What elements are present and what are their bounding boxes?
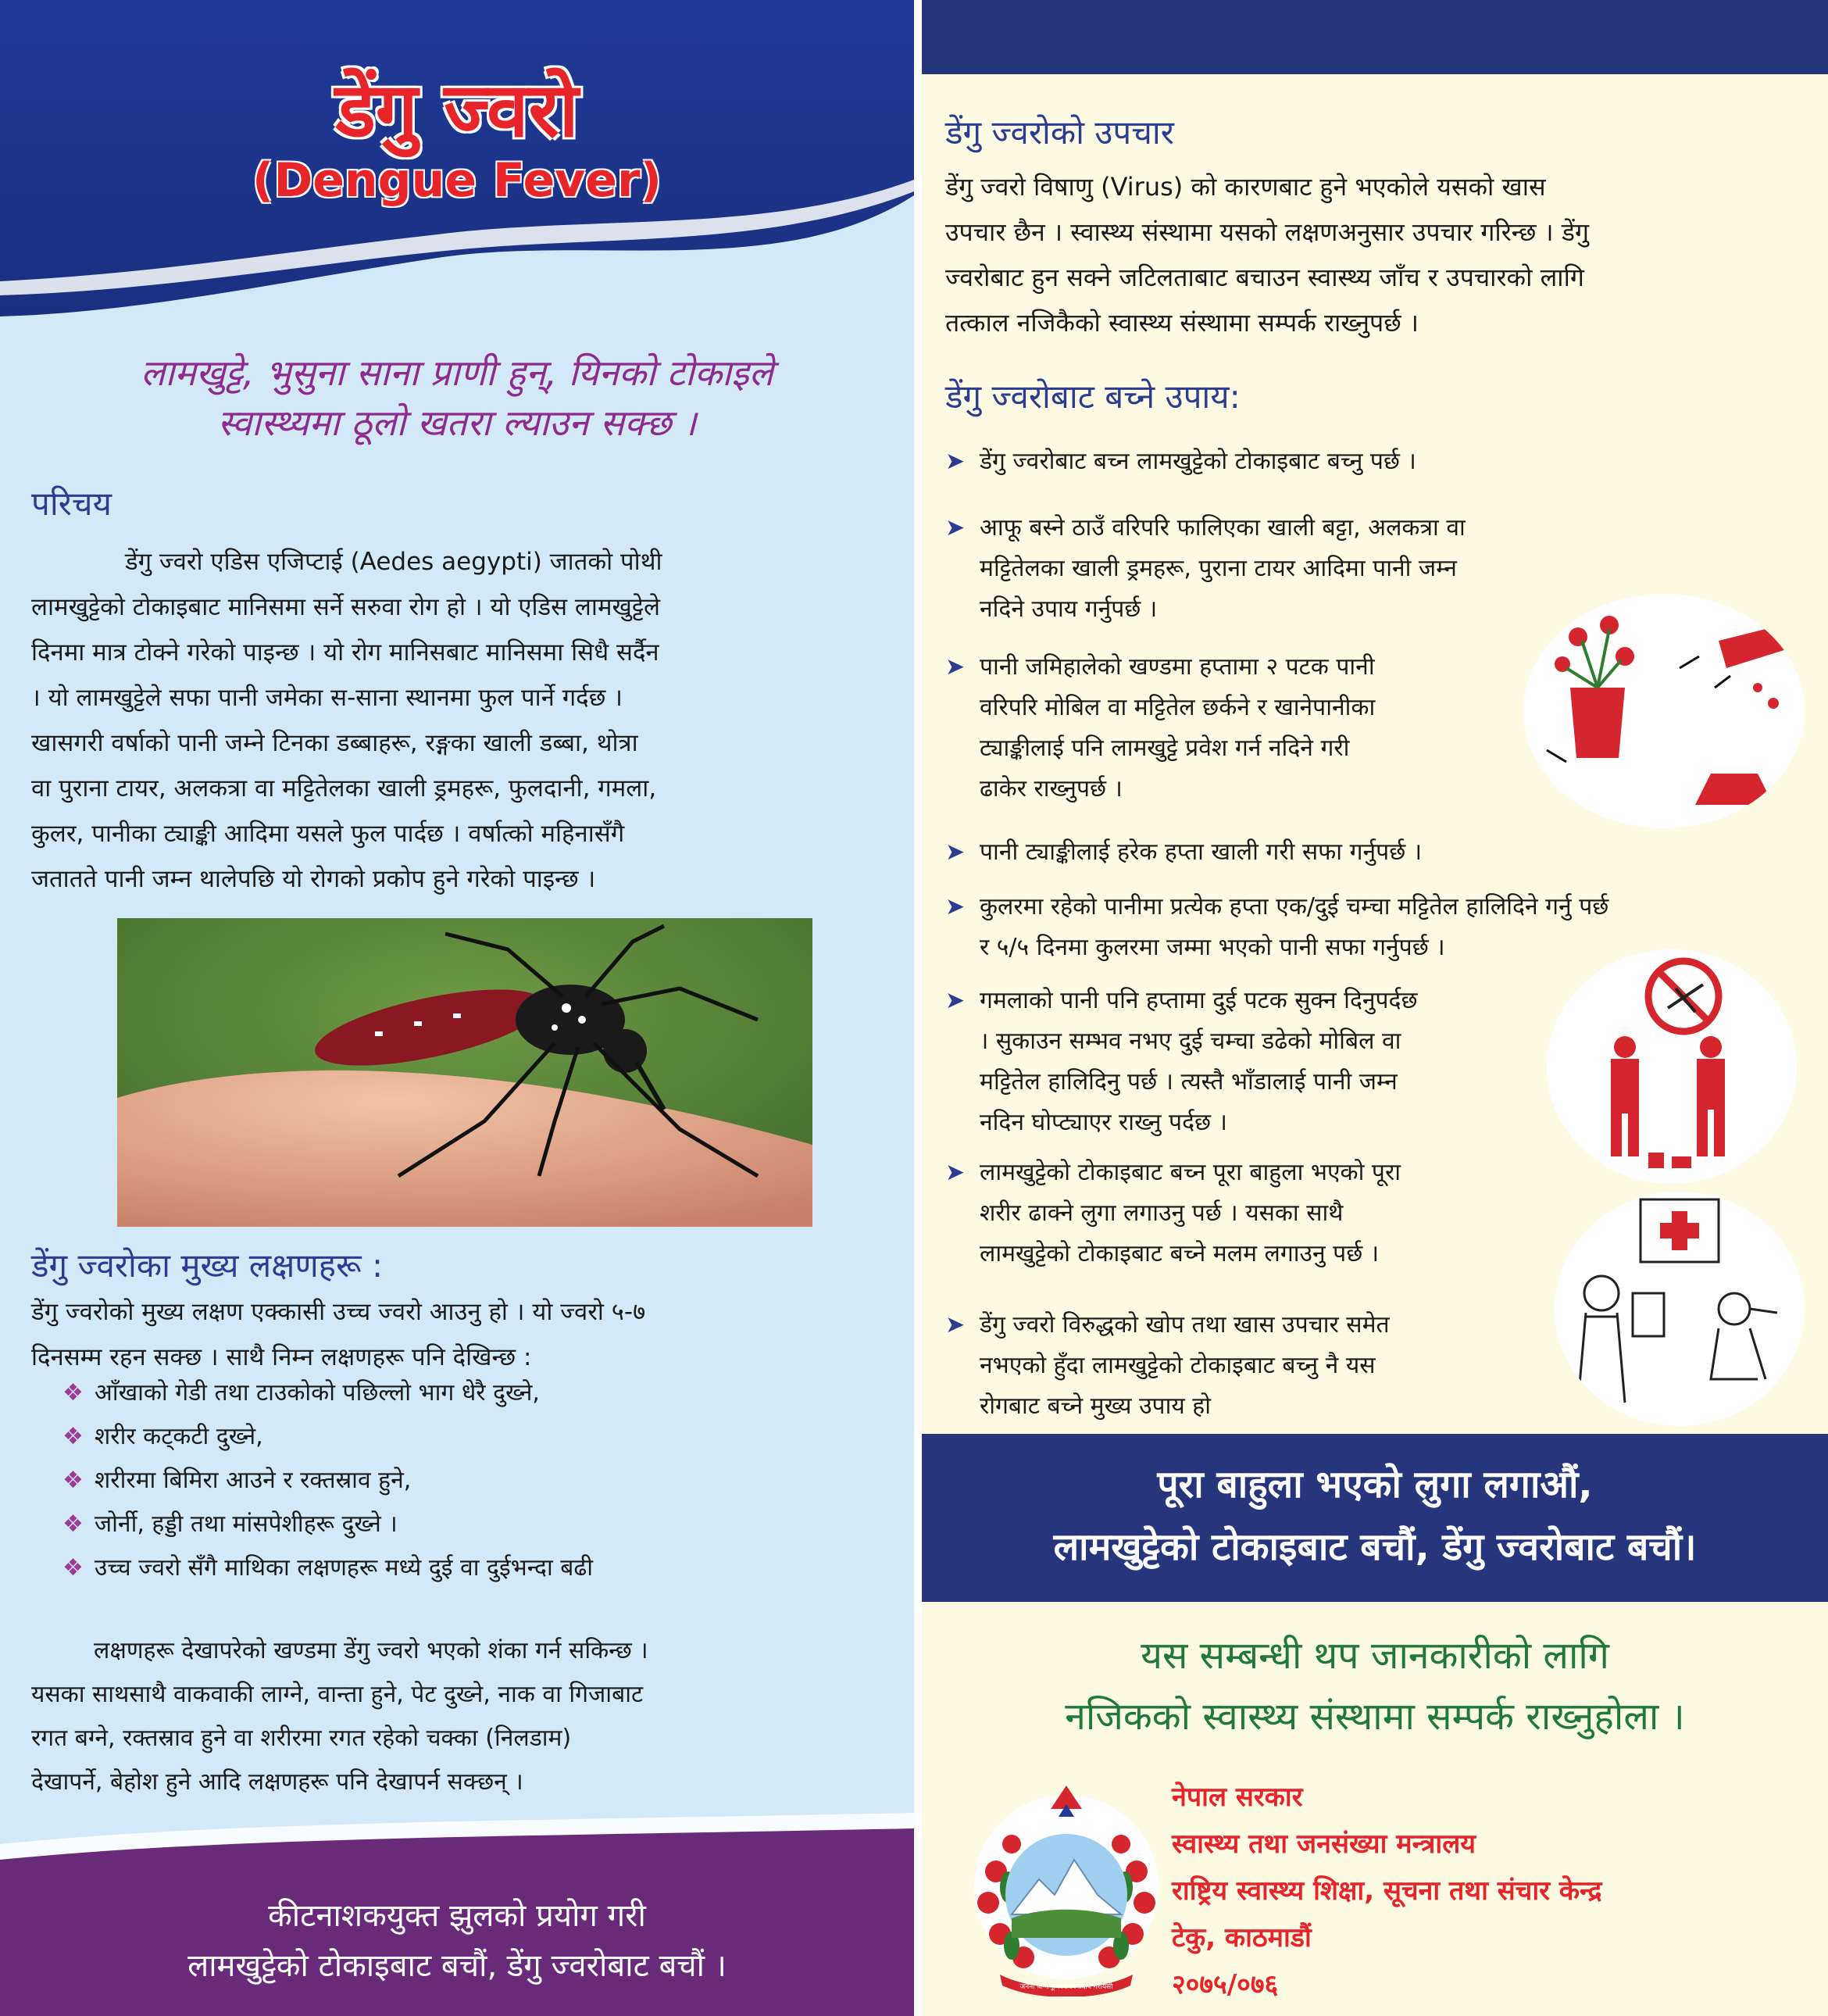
intro-line: कुलर, पानीका ट्याङ्की आदिमा यसले फुल पार्दछ । वर्षात्को महिनासँगै xyxy=(31,820,625,848)
authority-line: टेकु, काठमाडौं xyxy=(1172,1922,1312,1953)
symptoms-intro-line: दिनसम्म रहन सक्छ । साथै निम्न लक्षणहरू पनि देखिन्छ : xyxy=(31,1343,532,1371)
more-info-line: नजिकको स्वास्थ्य संस्थामा सम्पर्क राख्नुहोला । xyxy=(1065,1695,1685,1739)
footer-line: कीटनाशकयुक्त झुलको प्रयोग गरी xyxy=(268,1898,646,1934)
tip-line: ढाकेर राख्नुपर्छ । xyxy=(980,775,1123,802)
diamond-bullet-icon: ❖ xyxy=(62,1510,84,1538)
treatment-line: उपचार छैन । स्वास्थ्य संस्थामा यसको लक्षणअनुसार उपचार गरिन्छ । डेंगु xyxy=(945,217,1589,247)
tip-line: गमलाको पानी पनि हप्तामा दुई पटक सुक्न दिनुपर्दछ xyxy=(980,987,1418,1014)
tip-line: नदिने उपाय गर्नुपर्छ । xyxy=(980,595,1158,623)
arrow-bullet-icon: ➤ xyxy=(945,893,966,920)
right-panel xyxy=(922,0,1828,2016)
more-info-line: यस सम्बन्धी थप जानकारीको लागि xyxy=(1141,1634,1609,1678)
page-title: डेंगु ज्वरो xyxy=(335,66,579,154)
emblem-motto: जननी जन्मभूमिश्च स्वर्गादपि गरीयसी xyxy=(1019,1983,1113,1991)
arrow-bullet-icon: ➤ xyxy=(945,987,966,1014)
slogan xyxy=(922,1453,1828,1578)
tip-line: आफू बस्ने ठाउँ वरिपरि फालिएका खाली बट्टा, अलकत्रा वा xyxy=(980,514,1466,542)
intro-line: लामखुट्टेको टोकाइबाट मानिसमा सर्ने सरुवा रोग हो । यो एडिस लामखुट्टेले xyxy=(31,593,661,621)
treatment-line: डेंगु ज्वरो विषाणु (Virus) को कारणबाट हुने भएकोले यसको खास xyxy=(945,172,1546,202)
authority-line: राष्ट्रिय स्वास्थ्य शिक्षा, सूचना तथा संचार केन्द्र xyxy=(1172,1875,1602,1907)
intro-line: डेंगु ज्वरो एडिस एजिप्टाई (Aedes aegypti) जातको पोथी xyxy=(125,548,662,576)
symptoms-intro xyxy=(31,1289,875,1380)
tip-line: र ५/५ दिनमा कुलरमा जम्मा भएको पानी सफा गर्नुपर्छ । xyxy=(980,934,1445,961)
tagline-line: लामखुट्टे, भुसुना साना प्राणी हुन्, यिनको टोकाइले xyxy=(141,352,773,394)
list-item xyxy=(945,441,1805,482)
tip-line: नभएको हुँदा लामखुट्टेको टोकाइबाट बच्नु नै यस xyxy=(980,1352,1376,1379)
list-item xyxy=(945,1305,1523,1427)
symptoms-continued-line: देखापर्ने, बेहोश हुने आदि लक्षणहरू पनि देखापर्न सक्छन् । xyxy=(31,1768,523,1796)
arrow-bullet-icon: ➤ xyxy=(945,838,966,866)
authority-line: २०७५/०७६ xyxy=(1172,1969,1279,2000)
authority-line: नेपाल सरकार xyxy=(1172,1782,1303,1813)
authority-line: स्वास्थ्य तथा जनसंख्या मन्त्रालय xyxy=(1172,1828,1476,1860)
list-item xyxy=(62,1546,875,1590)
slogan-line: पूरा बाहुला भएको लुगा लगाऔं, xyxy=(1157,1463,1593,1507)
list-item xyxy=(945,647,1523,810)
tip-line: डेंगु ज्वरोबाट बच्न लामखुट्टेको टोकाइबाट बच्नु पर्छ । xyxy=(980,448,1416,475)
symptom-text: जोर्नी, हड्डी तथा मांसपेशीहरू दुख्ने । xyxy=(94,1510,398,1538)
arrow-bullet-icon: ➤ xyxy=(945,448,966,475)
footer-line: लामखुट्टेको टोकाइबाट बचौं, डेंगु ज्वरोबाट बचौं । xyxy=(187,1948,727,1984)
tip-line: पानी जमिहालेको खण्डमा हप्तामा २ पटक पानी xyxy=(980,653,1375,681)
arrow-bullet-icon: ➤ xyxy=(945,653,966,681)
tagline-line: स्वास्थ्यमा ठूलो खतरा ल्याउन सक्छ । xyxy=(217,402,697,445)
intro-line: खासगरी वर्षाको पानी जम्ने टिनका डब्बाहरू, रङ्गका खाली डब्बा, थोत्रा xyxy=(31,729,638,757)
symptom-text: आँखाको गेडी तथा टाउकोको पछिल्लो भाग धेरै दुख्ने, xyxy=(94,1379,540,1407)
list-item xyxy=(945,832,1805,873)
nepal-emblem xyxy=(965,1770,1168,1996)
intro-line: । यो लामखुट्टेले सफा पानी जमेका स-साना स्थानमा फुल पार्ने गर्दछ । xyxy=(31,684,623,712)
symptoms-heading: डेंगु ज्वरोका मुख्य लक्षणहरू : xyxy=(31,1246,384,1285)
list-item xyxy=(945,981,1523,1143)
top-band xyxy=(922,0,1828,74)
arrow-bullet-icon: ➤ xyxy=(945,514,966,542)
mosquito-photo xyxy=(117,918,812,1227)
list-item xyxy=(945,1153,1523,1274)
symptoms-continued-line: रगत बग्ने, रक्तस्राव हुने वा शरीरमा रगत रहेको चक्का (निलडाम) xyxy=(31,1725,572,1752)
treatment-line: ज्वरोबाट हुन सक्ने जटिलताबाट बचाउन स्वास्थ्य जाँच र उपचारको लागि xyxy=(945,263,1584,292)
intro-heading: परिचय xyxy=(31,484,112,523)
tip-line: लामखुट्टेको टोकाइबाट बच्ने मलम लगाउनु पर्छ । xyxy=(980,1240,1380,1267)
treatment-line: तत्काल नजिकैको स्वास्थ्य संस्थामा सम्पर्क राख्नुपर्छ । xyxy=(945,308,1419,338)
symptom-text: शरीर कट्कटी दुख्ने, xyxy=(94,1423,263,1450)
slogan-line: लामखुट्टेको टोकाइबाट बचौं, डेंगु ज्वरोबाट बचौं। xyxy=(1053,1525,1697,1569)
intro-line: वा पुराना टायर, अलकत्रा वा मट्टितेलका खाली ड्रमहरू, फुलदानी, गमला, xyxy=(31,774,657,802)
tip-line: वरिपरि मोबिल वा मट्टितेल छर्कने र खानेपानीका xyxy=(980,694,1376,721)
intro-paragraph xyxy=(31,539,875,902)
issuing-authority xyxy=(1172,1774,1797,2008)
symptom-list xyxy=(62,1371,875,1590)
tip-line: लामखुट्टेको टोकाइबाट बच्न पूरा बाहुला भएको पूरा xyxy=(980,1159,1401,1186)
symptoms-intro-line: डेंगु ज्वरोको मुख्य लक्षण एक्कासी उच्च ज्वरो आउनु हो । यो ज्वरो ५-७ xyxy=(31,1298,646,1326)
more-info xyxy=(922,1625,1828,1747)
diamond-bullet-icon: ❖ xyxy=(62,1379,84,1407)
tip-line: शरीर ढाक्ने लुगा लगाउनु पर्छ । यसका साथै xyxy=(980,1199,1344,1227)
symptom-text: शरीरमा बिमिरा आउने र रक्तस्राव हुने, xyxy=(94,1467,412,1494)
tip-line: मट्टितेलका खाली ड्रमहरू, पुराना टायर आदिमा पानी जम्न xyxy=(980,555,1457,582)
tip-line: रोगबाट बच्ने मुख्य उपाय हो xyxy=(980,1392,1211,1420)
page-subtitle: (Dengue Fever) xyxy=(252,153,662,208)
diamond-bullet-icon: ❖ xyxy=(62,1467,84,1494)
symptoms-continued-line: लक्षणहरू देखापरेको खण्डमा डेंगु ज्वरो भएको शंका गर्न सकिन्छ । xyxy=(94,1637,648,1664)
prevention-heading: डेंगु ज्वरोबाट बच्ने उपाय: xyxy=(945,377,1241,416)
list-item xyxy=(62,1503,875,1546)
tip-line: पानी ट्याङ्कीलाई हरेक हप्ता खाली गरी सफा गर्नुपर्छ । xyxy=(980,838,1423,866)
intro-line: दिनमा मात्र टोक्ने गरेको पाइन्छ । यो रोग मानिसबाट मानिसमा सिधै सर्दैन xyxy=(31,638,659,667)
list-item xyxy=(62,1459,875,1503)
symptoms-continued-line: यसका साथसाथै वाकवाकी लाग्ने, वान्ता हुने, पेट दुख्ने, नाक वा गिजाबाट xyxy=(31,1681,644,1708)
symptom-text: उच्च ज्वरो सँगै माथिका लक्षणहरू मध्ये दुई वा दुईभन्दा बढी xyxy=(94,1554,594,1582)
tip-line: मट्टितेल हालिदिनु पर्छ । त्यस्तै भाँडालाई पानी जम्न xyxy=(980,1068,1398,1096)
arrow-bullet-icon: ➤ xyxy=(945,1311,966,1339)
tip-line: कुलरमा रहेको पानीमा प्रत्येक हप्ता एक/दुई चम्चा मट्टितेल हालिदिने गर्नु पर्छ xyxy=(980,893,1609,920)
list-item xyxy=(62,1415,875,1459)
list-item xyxy=(62,1371,875,1415)
arrow-bullet-icon: ➤ xyxy=(945,1159,966,1186)
doctor-illustration xyxy=(1555,1192,1805,1426)
diamond-bullet-icon: ❖ xyxy=(62,1423,84,1450)
tip-line: । सुकाउन सम्भव नभए दुई चम्चा डढेको मोबिल वा xyxy=(980,1028,1401,1055)
symptoms-continued xyxy=(31,1629,875,1804)
tagline xyxy=(31,348,883,449)
treatment-heading: डेंगु ज्वरोको उपचार xyxy=(945,113,1174,152)
no-mosquito-illustration xyxy=(1547,949,1797,1184)
tip-line: ट्याङ्कीलाई पनि लामखुट्टे प्रवेश गर्न नदिने गरी xyxy=(980,735,1350,762)
tip-line: डेंगु ज्वरो विरुद्धको खोप तथा खास उपचार समेत xyxy=(980,1311,1390,1339)
tip-line: नदिन घोप्ट्याएर राख्नु पर्दछ । xyxy=(980,1109,1227,1136)
footer-slogan xyxy=(0,1891,914,1991)
intro-line: जतातते पानी जम्न थालेपछि यो रोगको प्रकोप हुने गरेको पाइन्छ । xyxy=(31,865,596,893)
treatment-paragraph xyxy=(945,164,1805,345)
diamond-bullet-icon: ❖ xyxy=(62,1554,84,1582)
flower-pot-illustration xyxy=(1523,594,1805,828)
